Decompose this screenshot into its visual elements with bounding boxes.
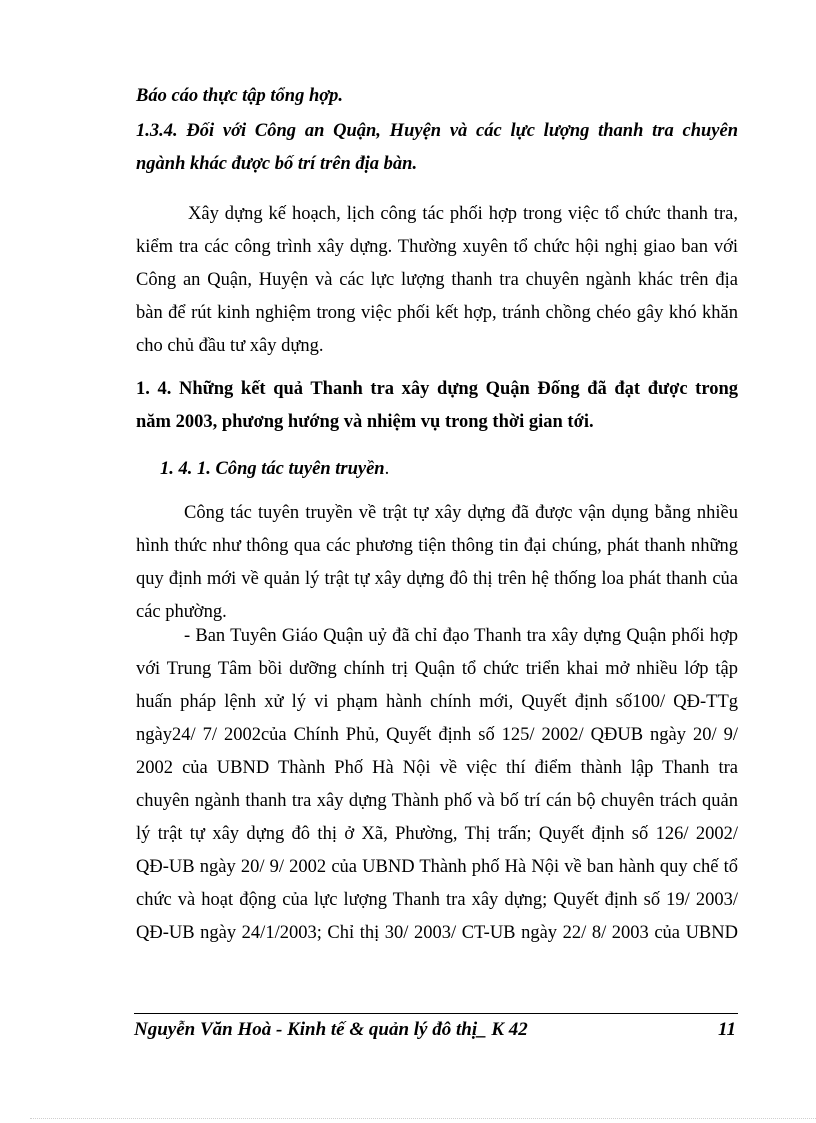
paragraph-line: hình thức như thông qua các phương tiện thông tin đại chúng, phát thanh những bbox=[136, 536, 738, 556]
paragraph-line: QĐ-UB ngày 24/1/2003; Chỉ thị 30/ 2003/ CT-UB ngày 22/ 8/ 2003 của UBND bbox=[136, 923, 738, 943]
report-title-text: Báo cáo thực tập tổng hợp. bbox=[136, 86, 344, 106]
section-heading-1-3-4 bbox=[136, 115, 738, 181]
paragraph-line: quy định mới về quản lý trật tự xây dựng đô thị trên hệ thống loa phát thanh của bbox=[136, 569, 738, 589]
paragraph-line: chuyên ngành thanh tra xây dựng Thành phố và bố trí cán bộ chuyên trách quản bbox=[136, 791, 738, 811]
paragraph-line: 2002 của UBND Thành Phố Hà Nội về việc thí điểm thành lập Thanh tra bbox=[136, 758, 738, 778]
paragraph-line: ngày24/ 7/ 2002của Chính Phủ, Quyết định số 125/ 2002/ QĐUB ngày 20/ 9/ bbox=[136, 725, 738, 745]
paragraph-line: với Trung Tâm bồi dưỡng chính trị Quận tổ chức triển khai mở nhiều lớp tập bbox=[136, 659, 738, 679]
paragraph-line: huấn pháp lệnh xử lý vi phạm hành chính mới, Quyết định số100/ QĐ-TTg bbox=[136, 692, 738, 712]
paragraph-line: cho chủ đầu tư xây dựng. bbox=[136, 336, 324, 356]
paragraph-line: Xây dựng kế hoạch, lịch công tác phối hợp trong việc tổ chức thanh tra, bbox=[188, 204, 738, 224]
paragraph-line: Công tác tuyên truyền về trật tự xây dựng đã được vận dụng bằng nhiều bbox=[184, 503, 738, 523]
page-bottom-edge bbox=[30, 1118, 816, 1119]
heading-line: ngành khác được bố trí trên địa bàn. bbox=[136, 154, 418, 174]
paragraph-line: bàn để rút kinh nghiệm trong việc phối kết hợp, tránh chồng chéo gây khó khăn bbox=[136, 303, 738, 323]
page-number: 11 bbox=[718, 1019, 736, 1040]
section-heading-1-4-1 bbox=[136, 453, 738, 486]
subsection-title: 1. 4. 1. Công tác tuyên truyền bbox=[160, 459, 385, 479]
section-heading-1-4 bbox=[136, 373, 738, 439]
paragraph-line: QĐ-UB ngày 20/ 9/ 2002 của UBND Thành phố Hà Nội về ban hành quy chế tổ bbox=[136, 857, 738, 877]
paragraph-coordination bbox=[136, 198, 738, 363]
heading-line: năm 2003, phương hướng và nhiệm vụ trong thời gian tới. bbox=[136, 412, 594, 432]
paragraph-line: kiểm tra các công trình xây dựng. Thường xuyên tổ chức hội nghị giao ban với bbox=[136, 237, 738, 257]
heading-line: 1.3.4. Đối với Công an Quận, Huyện và các lực lượng thanh tra chuyên bbox=[136, 121, 738, 141]
footer-divider bbox=[134, 1013, 738, 1014]
heading-line: 1. 4. Những kết quả Thanh tra xây dựng Quận Đống đã đạt được trong bbox=[136, 379, 738, 399]
paragraph-line: lý trật tự xây dựng đô thị ở Xã, Phường, Thị trấn; Quyết định số 126/ 2002/ bbox=[136, 824, 738, 844]
subsection-title-period: . bbox=[384, 459, 390, 479]
paragraph-propaganda bbox=[136, 497, 738, 629]
paragraph-line: - Ban Tuyên Giáo Quận uỷ đã chỉ đạo Thanh tra xây dựng Quận phối hợp bbox=[184, 626, 738, 646]
paragraph-line: chức và hoạt động của lực lượng Thanh tra xây dựng; Quyết định số 19/ 2003/ bbox=[136, 890, 738, 910]
paragraph-line: Công an Quận, Huyện và các lực lượng thanh tra chuyên ngành khác trên địa bbox=[136, 270, 738, 290]
report-title bbox=[136, 80, 738, 113]
footer-author-line: Nguyễn Văn Hoà - Kinh tế & quản lý đô thị_ K 42 bbox=[134, 1019, 528, 1040]
paragraph-training-decisions bbox=[136, 620, 738, 950]
paragraph-line: các phường. bbox=[136, 602, 227, 622]
